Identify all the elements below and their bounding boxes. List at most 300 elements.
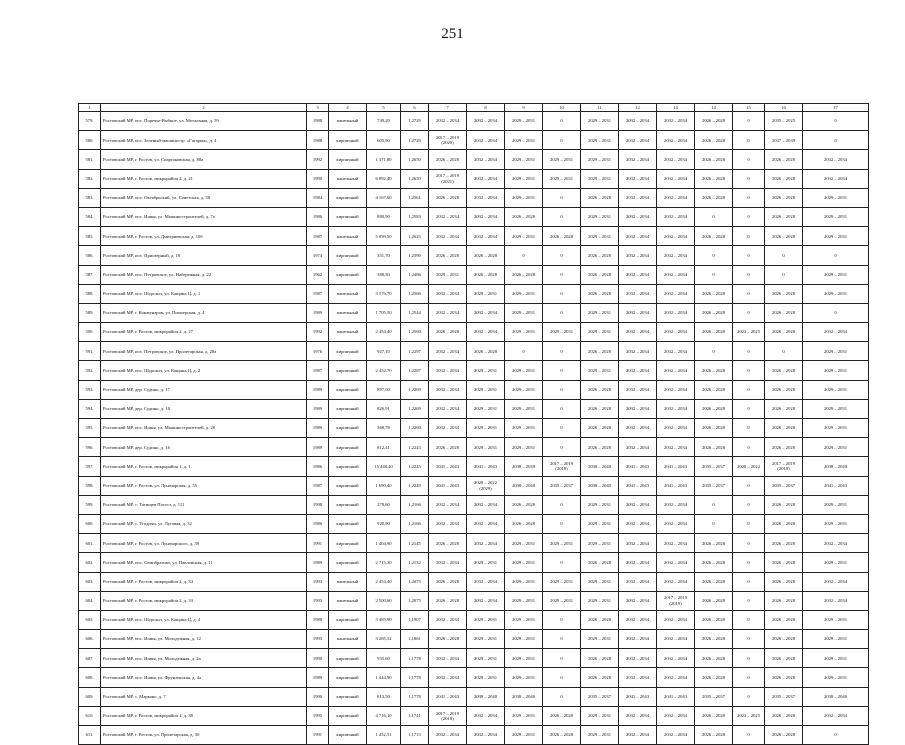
table-cell: 2026 – 2028 <box>581 380 619 399</box>
table-cell: 2026 – 2028 <box>695 419 733 438</box>
table-cell: 1988 <box>307 131 329 150</box>
table-cell: 2032 – 2034 <box>619 342 657 361</box>
table-cell: кирпичный <box>329 495 367 514</box>
table-cell: 0 <box>733 284 765 303</box>
table-cell: 2029 – 2031 <box>803 514 869 533</box>
table-cell: 2032 – 2034 <box>657 284 695 303</box>
table-row <box>79 169 869 188</box>
table-cell: 2029 – 2031 <box>803 399 869 418</box>
table-cell: 2023 – 2025 <box>733 323 765 342</box>
table-cell: 2029 – 2031 <box>581 534 619 553</box>
table-cell: 2026 – 2028 <box>765 726 803 745</box>
table-cell: 2026 – 2028 <box>581 668 619 687</box>
table-cell: 2026 – 2028 <box>505 495 543 514</box>
table-cell: 2032 – 2034 <box>619 726 657 745</box>
table-cell: 2029 – 2031 <box>505 131 543 150</box>
table-cell: 2026 – 2028 <box>467 265 505 284</box>
table-cell: 605. <box>79 610 101 629</box>
table-cell: 0 <box>505 342 543 361</box>
table-cell: 2029 – 2031 <box>467 361 505 380</box>
table-cell: 0 <box>695 514 733 533</box>
column-header: 9 <box>505 104 543 112</box>
address-cell: Ростовский МР, пос. Ишня, ул. Машиностроителей, д. 7а <box>101 207 307 226</box>
table-cell: кирпичный <box>329 687 367 706</box>
address-cell: Ростовский МР, пос. Шурскол, ул. Кащина Ц, д. 4 <box>101 610 307 629</box>
table-cell: 611. <box>79 726 101 745</box>
table-cell: 581. <box>79 150 101 169</box>
table-cell: 2029 – 2031 <box>581 207 619 226</box>
table-cell: кирпичный <box>329 649 367 668</box>
address-cell: Ростовский МР, г. Ростов, микрорайон 2, д. 27 <box>101 323 307 342</box>
address-cell: Ростовский МР, пос. Петровское, ул. Набережная, д. 22 <box>101 265 307 284</box>
table-cell: 2032 – 2034 <box>619 361 657 380</box>
table-cell: панельный <box>329 591 367 610</box>
table-cell: 2026 – 2028 <box>695 284 733 303</box>
table-row <box>79 553 869 572</box>
table-cell: 2032 – 2034 <box>657 112 695 131</box>
table-cell: 0 <box>733 610 765 629</box>
table-cell: 2026 – 2028 <box>765 572 803 591</box>
table-cell: 2026 – 2028 <box>765 706 803 725</box>
table-cell: 2032 – 2034 <box>657 399 695 418</box>
table-cell: 2026 – 2028 <box>581 284 619 303</box>
table-cell: 594. <box>79 399 101 418</box>
column-header: 14 <box>695 104 733 112</box>
table-row <box>79 572 869 591</box>
table-cell: 2032 – 2034 <box>619 303 657 322</box>
table-cell: 2032 – 2034 <box>657 572 695 591</box>
table-cell: 1989 <box>307 380 329 399</box>
address-cell: Ростовский МР, г. Ростов, ул. Луначарского, д. 39 <box>101 534 307 553</box>
table-row <box>79 438 869 457</box>
table-cell: 2029 – 2031 <box>543 534 581 553</box>
table-cell: 2032 – 2034 <box>657 514 695 533</box>
table-cell: 1987 <box>307 227 329 246</box>
table-cell: 2026 – 2028 <box>695 399 733 418</box>
table-cell: 3 576,70 <box>367 284 401 303</box>
table-cell: 2026 – 2028 <box>505 514 543 533</box>
table-cell: 2029 – 2031 <box>467 610 505 629</box>
table-cell: 2026 – 2028 <box>429 534 467 553</box>
table-cell: 2026 – 2028 <box>581 649 619 668</box>
table-cell: 1987 <box>307 361 329 380</box>
column-header: 5 <box>367 104 401 112</box>
table-cell: 0 <box>543 380 581 399</box>
table-cell: 0 <box>733 649 765 668</box>
table-cell: 0 <box>695 207 733 226</box>
table-cell: 0 <box>543 495 581 514</box>
column-header: 8 <box>467 104 505 112</box>
address-cell: Ростовский МР, пос. Поречье-Рыбное, ул. Мотальная, д. 59 <box>101 112 307 131</box>
table-cell: 2029 – 2031 <box>581 514 619 533</box>
table-cell: 2026 – 2028 <box>765 630 803 649</box>
table-cell: 2032 – 2034 <box>619 534 657 553</box>
table-cell: 1992 <box>307 323 329 342</box>
table-cell: 2029 – 2031 <box>581 706 619 725</box>
table-cell: 1,2561 <box>401 188 429 207</box>
table-cell: 2026 – 2028 <box>765 227 803 246</box>
table-cell: 1 444,90 <box>367 668 401 687</box>
table-cell: 2026 – 2028 <box>695 649 733 668</box>
table-cell: 2029 – 2031 <box>505 572 543 591</box>
table-cell: 2026 – 2028 <box>581 246 619 265</box>
table-cell: 1 404,90 <box>367 534 401 553</box>
table-cell: 2032 – 2034 <box>657 207 695 226</box>
table-cell: 2032 – 2034 <box>657 649 695 668</box>
table-cell: 0 <box>803 726 869 745</box>
table-cell: 0 <box>543 207 581 226</box>
table-cell: 2032 – 2034 <box>619 380 657 399</box>
table-cell: 2032 – 2034 <box>657 610 695 629</box>
table-cell: 586. <box>79 246 101 265</box>
table-cell: 2029 – 2031 <box>803 342 869 361</box>
address-cell: Ростовский МР, г. Ростов, ул. Пролетарская, д. 30 <box>101 726 307 745</box>
table-cell: 580. <box>79 131 101 150</box>
table-cell: 2032 – 2034 <box>657 553 695 572</box>
table-cell: 0 <box>543 246 581 265</box>
table-cell: 1,2297 <box>401 342 429 361</box>
table-cell: 1,2566 <box>401 284 429 303</box>
table-cell: 2032 – 2034 <box>429 112 467 131</box>
table-cell: 607. <box>79 649 101 668</box>
table-cell: 1995 <box>307 706 329 725</box>
table-cell: 2026 – 2028 <box>695 610 733 629</box>
column-header: 1 <box>79 104 101 112</box>
table-cell: 1993 <box>307 572 329 591</box>
table-cell: 1,2132 <box>401 553 429 572</box>
table-row <box>79 284 869 303</box>
table-cell: кирпичный <box>329 610 367 629</box>
table-cell: 15 448,40 <box>367 457 401 476</box>
table-cell: 1,2166 <box>401 514 429 533</box>
table-cell: 2026 – 2028 <box>695 227 733 246</box>
table-cell: 2026 – 2028 <box>429 591 467 610</box>
table-cell: 596. <box>79 438 101 457</box>
table-row <box>79 668 869 687</box>
table-cell: 2026 – 2028 <box>695 726 733 745</box>
address-cell: Ростовский МР, дер. Судино, д. 18 <box>101 399 307 418</box>
table-cell: 2029 – 2031 <box>467 419 505 438</box>
table-cell: кирпичный <box>329 668 367 687</box>
table-cell: 2026 – 2028 <box>581 188 619 207</box>
table-cell: 0 <box>543 419 581 438</box>
address-cell: Ростовский МР, г. Ростов, микрорайон 2, д. 21 <box>101 169 307 188</box>
table-cell: 2032 – 2034 <box>619 572 657 591</box>
table-cell: 0 <box>733 342 765 361</box>
table-cell: панельный <box>329 227 367 246</box>
table-cell: 2029 – 2031 <box>581 227 619 246</box>
table-cell: 2041 – 2043 <box>619 476 657 495</box>
table-cell: 2029 – 2031 <box>505 668 543 687</box>
table-cell: 2029 – 2031 <box>505 553 543 572</box>
table-cell: панельный <box>329 112 367 131</box>
table-cell: 2032 – 2034 <box>429 514 467 533</box>
address-cell: Ростовский МР, пос. Ишня, ул. Машиностроителей, д. 2б <box>101 419 307 438</box>
table-cell: кирпичный <box>329 188 367 207</box>
table-cell: 1,2260 <box>401 419 429 438</box>
table-cell: 2032 – 2034 <box>429 303 467 322</box>
table-cell: 2032 – 2034 <box>429 342 467 361</box>
table-cell: 608. <box>79 668 101 687</box>
table-cell: 1,2544 <box>401 303 429 322</box>
table-cell: 2035 – 2037 <box>695 687 733 706</box>
table-cell: 0 <box>733 399 765 418</box>
column-header: 6 <box>401 104 429 112</box>
table-row <box>79 726 869 745</box>
table-cell: 595. <box>79 419 101 438</box>
table-cell: 2026 – 2028 <box>765 380 803 399</box>
table-cell: панельный <box>329 303 367 322</box>
table-cell: 812,41 <box>367 438 401 457</box>
table-cell: 0 <box>733 112 765 131</box>
table-cell: 0 <box>733 534 765 553</box>
table-cell: кирпичный <box>329 380 367 399</box>
table-cell: 1993 <box>307 591 329 610</box>
table-cell: 2032 – 2034 <box>467 188 505 207</box>
table-cell: 1,2560 <box>401 323 429 342</box>
column-header: 12 <box>619 104 657 112</box>
table-cell: 1,2243 <box>401 438 429 457</box>
table-cell: 2026 – 2028 <box>765 399 803 418</box>
table-cell: 2032 – 2034 <box>467 112 505 131</box>
table-row <box>79 514 869 533</box>
table-cell: 2026 – 2028 <box>695 553 733 572</box>
table-cell: 588. <box>79 284 101 303</box>
table-cell: 2032 – 2034 <box>619 668 657 687</box>
table-cell: 2026 – 2028 <box>581 342 619 361</box>
table-row <box>79 265 869 284</box>
table-cell: 2032 – 2034 <box>657 131 695 150</box>
table-cell: 2029 – 2031 <box>505 361 543 380</box>
table-cell: кирпичный <box>329 457 367 476</box>
table-cell: 1987 <box>307 476 329 495</box>
address-cell: Ростовский МР, пос. Приозерный, д. 18 <box>101 246 307 265</box>
table-cell: 2026 – 2028 <box>695 534 733 553</box>
table-cell: 2029 – 2031 <box>505 726 543 745</box>
table-cell: 2032 – 2034 <box>619 495 657 514</box>
table-cell: 2032 – 2034 <box>657 380 695 399</box>
table-cell: 1,2590 <box>401 246 429 265</box>
table-cell: 2026 – 2028 <box>765 438 803 457</box>
table-cell: 2032 – 2034 <box>619 514 657 533</box>
table-cell: 2035 – 2037 <box>695 457 733 476</box>
table-cell: 1,2650 <box>401 150 429 169</box>
table-cell: 0 <box>733 150 765 169</box>
table-cell: 1,1907 <box>401 610 429 629</box>
table-cell: 2020 – 2022 <box>733 457 765 476</box>
table-cell: 2032 – 2034 <box>657 706 695 725</box>
table-cell: 2032 – 2034 <box>803 591 869 610</box>
table-row <box>79 380 869 399</box>
table-row <box>79 534 869 553</box>
address-cell: Ростовский МР, пос. Шурскол, ул. Кащина Ц, д. 1 <box>101 284 307 303</box>
table-cell: 2026 – 2028 <box>695 630 733 649</box>
table-cell: 2029 – 2031 <box>505 188 543 207</box>
table-cell: 592. <box>79 361 101 380</box>
table-cell: 2026 – 2028 <box>467 246 505 265</box>
table-cell: 1,2249 <box>401 476 429 495</box>
table-cell: 2026 – 2028 <box>543 726 581 745</box>
table-cell: 2029 – 2031 <box>581 150 619 169</box>
table-row <box>79 361 869 380</box>
table-cell: 2029 – 2031 <box>581 303 619 322</box>
table-cell: 0 <box>695 246 733 265</box>
table-cell: 2026 – 2028 <box>765 150 803 169</box>
table-cell: 0 <box>543 630 581 649</box>
table-cell: 2032 – 2034 <box>467 495 505 514</box>
table-cell: 2026 – 2028 <box>695 380 733 399</box>
table-cell: 585. <box>79 227 101 246</box>
table-cell: 2032 – 2034 <box>657 227 695 246</box>
table-cell: 0 <box>733 726 765 745</box>
table-cell: 2032 – 2034 <box>429 610 467 629</box>
table-cell: 2029 – 2031 <box>803 610 869 629</box>
table-cell: 2032 – 2034 <box>657 361 695 380</box>
table-cell: панельный <box>329 284 367 303</box>
table-cell: 1 452,51 <box>367 726 401 745</box>
table-cell: 2026 – 2028 <box>429 246 467 265</box>
table-cell: 2032 – 2034 <box>429 361 467 380</box>
table-cell: 2041 – 2043 <box>657 457 695 476</box>
table-cell: 1990 <box>307 687 329 706</box>
table-cell: 2026 – 2028 <box>581 610 619 629</box>
table-cell: 1,2075 <box>401 591 429 610</box>
table-cell: 2032 – 2034 <box>429 227 467 246</box>
table-cell: 1,2075 <box>401 572 429 591</box>
table-cell: 2026 – 2028 <box>467 342 505 361</box>
table-cell: 2029 – 2031 <box>803 207 869 226</box>
table-cell: 2026 – 2028 <box>581 438 619 457</box>
address-cell: Ростовский МР, г. Ростов, ул. Дмитриевская, д. 10б <box>101 227 307 246</box>
table-cell: 1,2269 <box>401 399 429 418</box>
table-cell: 2032 – 2034 <box>803 534 869 553</box>
table-cell: 2029 – 2031 <box>467 284 505 303</box>
table-cell: 1 705,50 <box>367 303 401 322</box>
table-row <box>79 303 869 322</box>
table-cell: 2026 – 2028 <box>429 188 467 207</box>
table-cell: 2032 – 2034 <box>619 169 657 188</box>
table-cell: 599. <box>79 495 101 514</box>
table-cell: 2029 – 2031 <box>803 419 869 438</box>
table-cell: 2032 – 2034 <box>467 227 505 246</box>
table-cell: 6 092,40 <box>367 169 401 188</box>
table-cell: кирпичный <box>329 726 367 745</box>
table-cell: 4 167,60 <box>367 188 401 207</box>
table-cell: 2032 – 2034 <box>429 553 467 572</box>
table-cell: кирпичный <box>329 361 367 380</box>
table-cell: 2029 – 2031 <box>803 668 869 687</box>
table-cell: 0 <box>733 572 765 591</box>
table-cell: 0 <box>733 476 765 495</box>
table-cell: 2026 – 2028 <box>695 323 733 342</box>
table-cell: 2026 – 2028 <box>765 361 803 380</box>
table-cell: 0 <box>733 303 765 322</box>
table-cell: 2029 – 2031 <box>581 361 619 380</box>
table-cell: 2038 – 2040 <box>467 687 505 706</box>
table-cell: 2029 – 2031 <box>505 610 543 629</box>
table-cell: 2029 – 2031 <box>505 323 543 342</box>
table-cell: 0 <box>543 188 581 207</box>
table-cell: 2032 – 2034 <box>467 323 505 342</box>
table-cell: 0 <box>803 303 869 322</box>
table-row <box>79 323 869 342</box>
table-cell: 1987 <box>307 284 329 303</box>
table-cell: 2026 – 2028 <box>695 361 733 380</box>
table-cell: 2032 – 2034 <box>619 265 657 284</box>
table-cell: 0 <box>543 399 581 418</box>
table-cell: 1,2729 <box>401 131 429 150</box>
table-cell: кирпичный <box>329 131 367 150</box>
address-cell: Ростовский МР, пос. Петровское, ул. Пролетарская, д. 20а <box>101 342 307 361</box>
table-cell: 1986 <box>307 514 329 533</box>
table-cell: 2032 – 2034 <box>467 303 505 322</box>
table-cell: 1,1713 <box>401 726 429 745</box>
table-cell: 2037 – 2039 <box>765 131 803 150</box>
table-cell: 2032 – 2034 <box>619 112 657 131</box>
table-cell: 2035 – 2037 <box>581 687 619 706</box>
table-cell: 2026 – 2028 <box>765 591 803 610</box>
table-cell: 0 <box>803 131 869 150</box>
table-cell: 584. <box>79 207 101 226</box>
table-cell: 593. <box>79 380 101 399</box>
table-cell: 2041 – 2043 <box>657 476 695 495</box>
table-cell: 2029 – 2031 <box>581 495 619 514</box>
table-cell: 0 <box>543 514 581 533</box>
address-cell: Ростовский МР, дер. Судино, д. 16 <box>101 438 307 457</box>
table-cell: 2026 – 2028 <box>429 150 467 169</box>
table-cell: кирпичный <box>329 476 367 495</box>
table-cell: 2029 – 2031 <box>505 112 543 131</box>
table-cell: 0 <box>733 227 765 246</box>
address-cell: Ростовский МР, г. Ростов, микрорайон 2, д. 34 <box>101 572 307 591</box>
table-cell: 2029 – 2031 <box>429 265 467 284</box>
table-cell: 2 454,40 <box>367 323 401 342</box>
table-row <box>79 131 869 150</box>
table-cell: 1,1778 <box>401 649 429 668</box>
table-cell: 2032 – 2034 <box>467 706 505 725</box>
table-cell: 0 <box>543 265 581 284</box>
table-cell: 1,2287 <box>401 361 429 380</box>
table-cell: 2038 – 2040 <box>803 687 869 706</box>
table-cell: 1990 <box>307 169 329 188</box>
table-cell: 589. <box>79 303 101 322</box>
table-cell: 1989 <box>307 438 329 457</box>
table-cell: 1988 <box>307 610 329 629</box>
table-cell: 2029 – 2031 <box>505 649 543 668</box>
table-cell: 2032 – 2034 <box>619 399 657 418</box>
table-cell: 582. <box>79 169 101 188</box>
table-cell: 2 500,60 <box>367 591 401 610</box>
table-cell: 2038 – 2040 <box>505 476 543 495</box>
table-cell: 1,1778 <box>401 668 429 687</box>
column-header: 15 <box>733 104 765 112</box>
table-cell: 2017 – 2019 (2018) <box>429 706 467 725</box>
table-row <box>79 227 869 246</box>
column-header: 11 <box>581 104 619 112</box>
table-cell: 2032 – 2034 <box>657 630 695 649</box>
table-cell: 603. <box>79 572 101 591</box>
table-cell: 920,90 <box>367 514 401 533</box>
table-cell: 0 <box>733 188 765 207</box>
capital-repair-schedule-table <box>78 103 869 745</box>
table-cell: 610. <box>79 706 101 725</box>
table-cell: 2032 – 2034 <box>429 419 467 438</box>
table-cell: 278,60 <box>367 495 401 514</box>
table-row <box>79 150 869 169</box>
table-cell: 2029 – 2031 <box>581 131 619 150</box>
table-cell: 2026 – 2028 <box>581 419 619 438</box>
table-cell: 2 452,70 <box>367 361 401 380</box>
